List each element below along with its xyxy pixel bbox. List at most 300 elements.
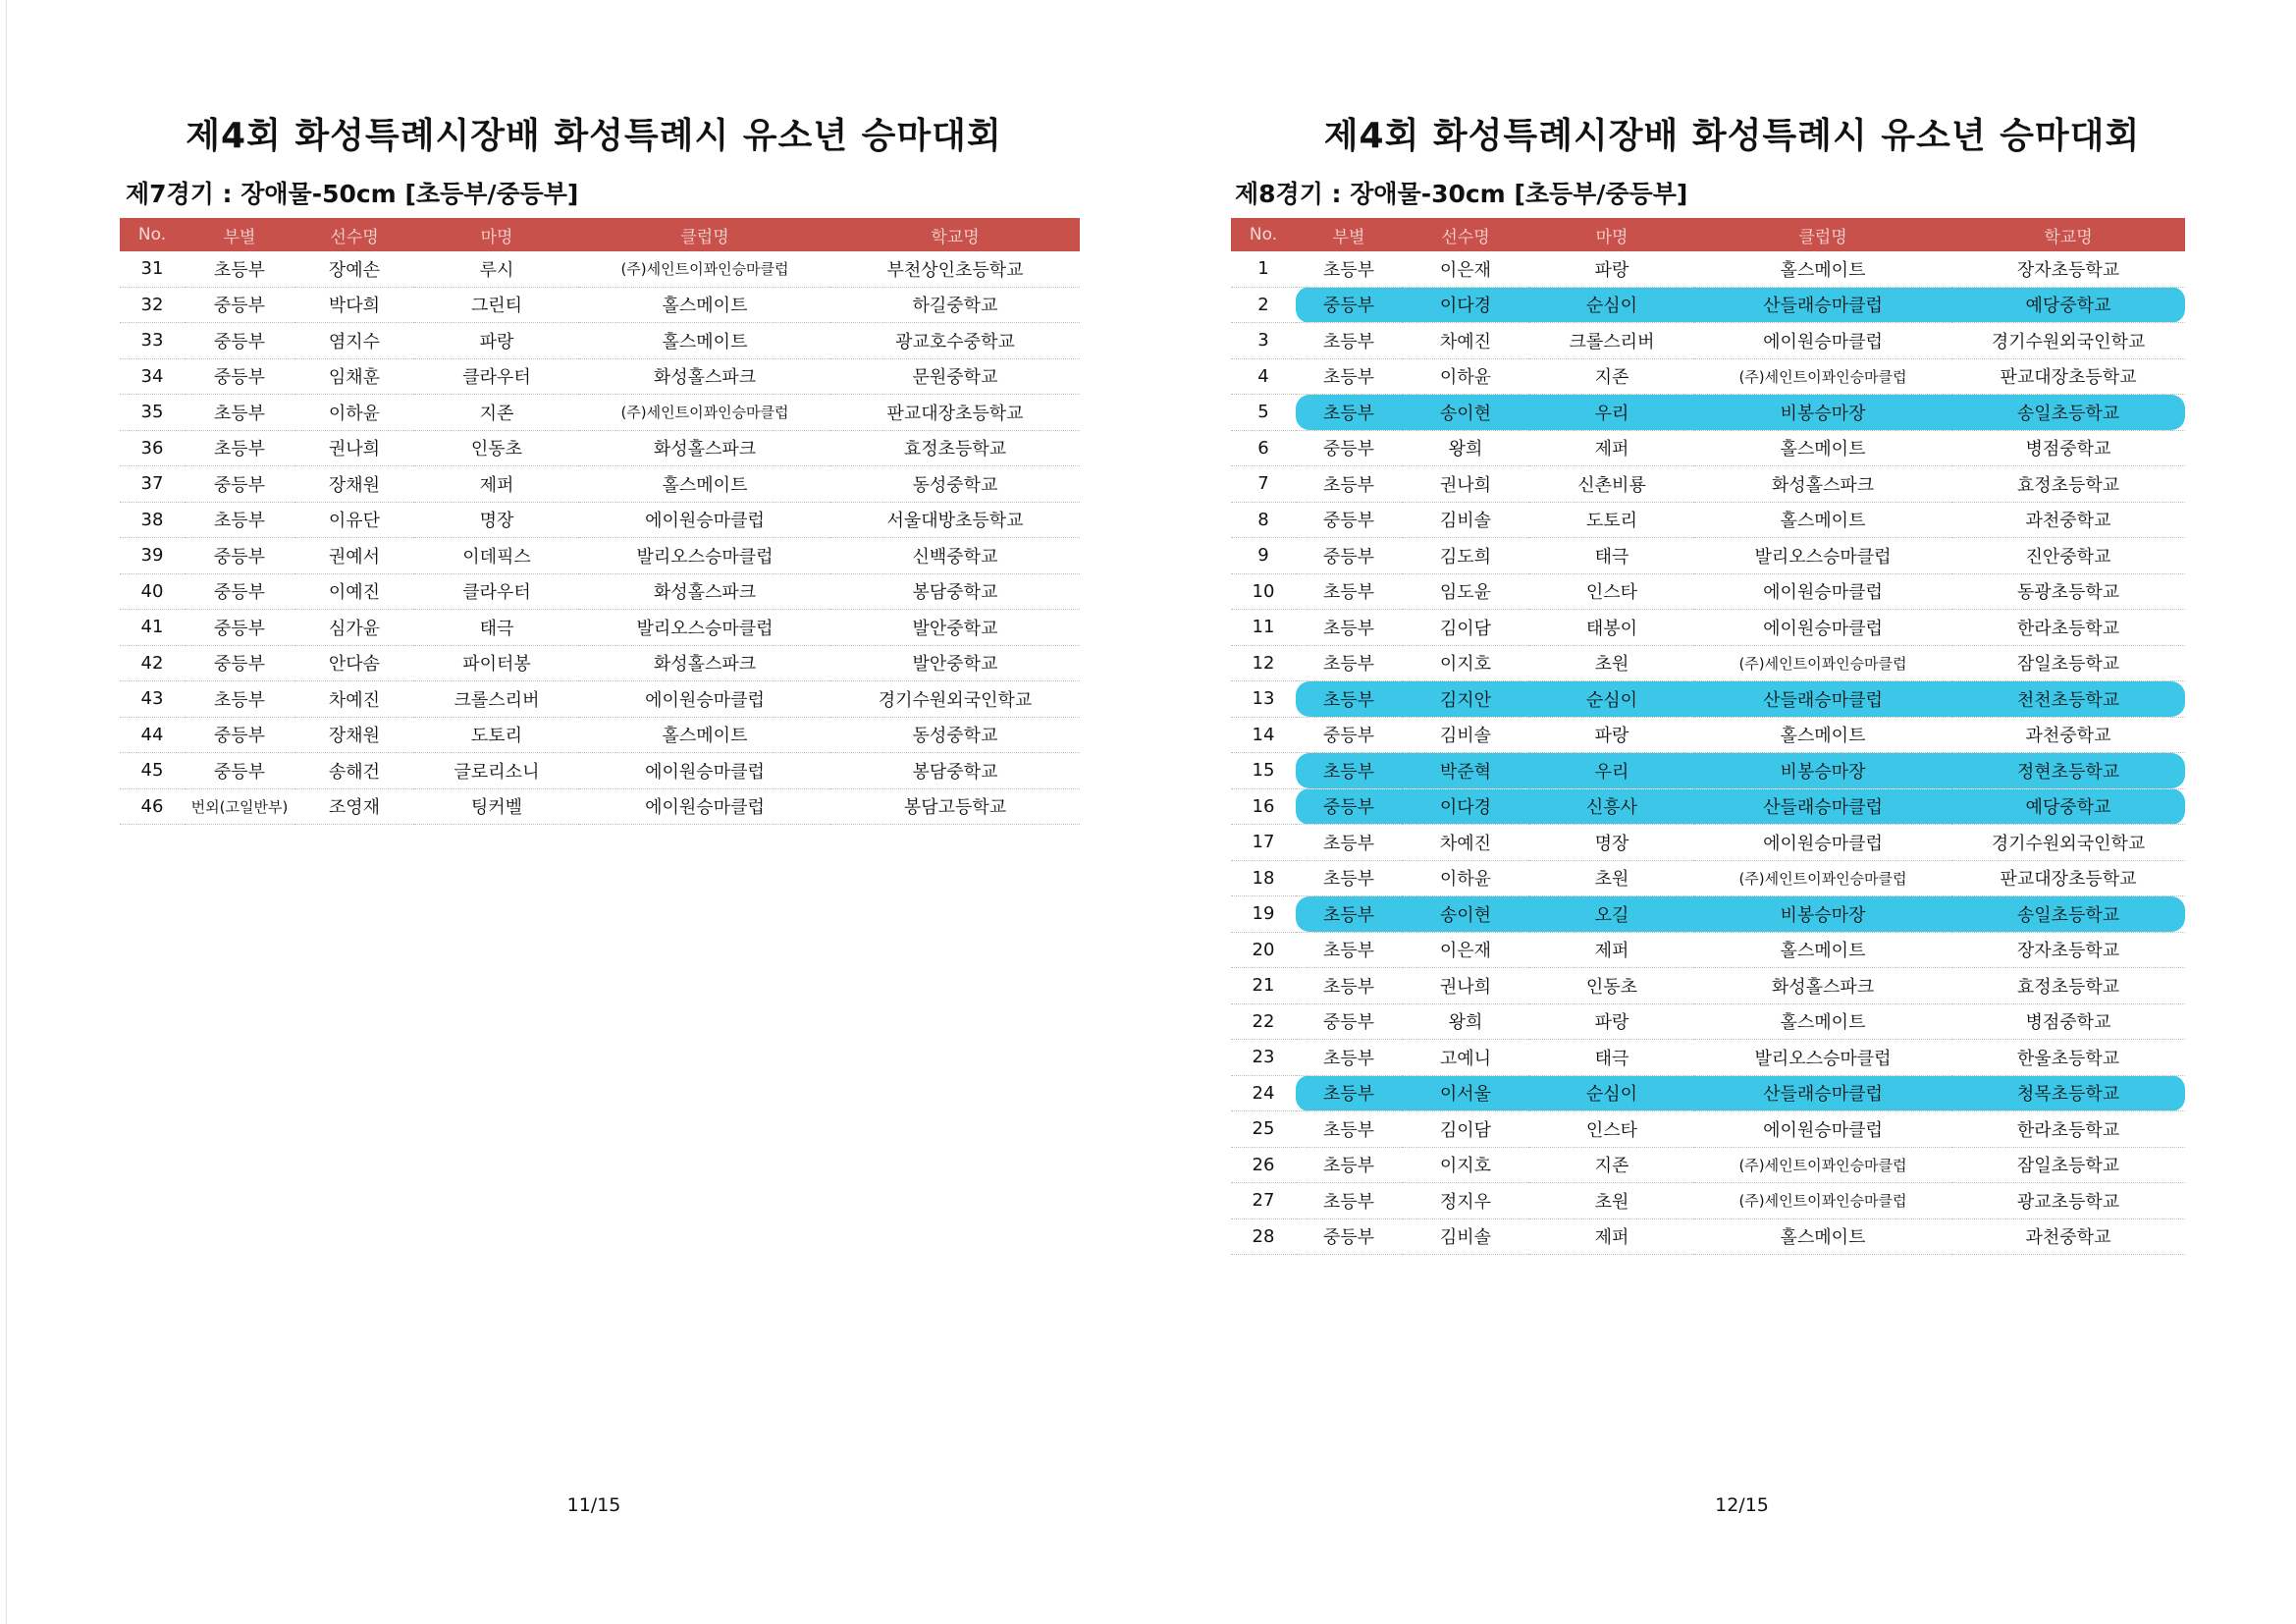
cell-division: 중등부 xyxy=(185,466,294,503)
cell-division: 중등부 xyxy=(1296,287,1402,323)
cell-horse: 제퍼 xyxy=(1529,932,1694,968)
cell-club: 에이원승마클럽 xyxy=(579,681,830,718)
cell-school: 천천초등학교 xyxy=(1951,681,2185,718)
cell-rider: 차예진 xyxy=(1402,323,1529,359)
cell-horse: 팅커벨 xyxy=(414,788,579,825)
cell-rider: 이다경 xyxy=(1402,287,1529,323)
cell-no: 37 xyxy=(120,466,185,503)
cell-division: 초등부 xyxy=(1296,251,1402,287)
cell-horse: 크롤스리버 xyxy=(1529,323,1694,359)
cell-horse: 인스타 xyxy=(1529,1111,1694,1148)
cell-horse: 클라우터 xyxy=(414,573,579,610)
cell-no: 21 xyxy=(1231,968,1296,1004)
cell-club: 홀스메이트 xyxy=(1694,251,1951,287)
table-row xyxy=(120,717,1080,753)
cell-division: 초등부 xyxy=(185,502,294,538)
col-school: 학교명 xyxy=(830,218,1080,251)
col-division: 부별 xyxy=(185,218,294,251)
cell-club: 홀스메이트 xyxy=(579,717,830,753)
cell-rider: 염지수 xyxy=(294,323,414,359)
cell-division: 초등부 xyxy=(1296,753,1402,789)
cell-club: 화성홀스파크 xyxy=(579,645,830,681)
cell-horse: 글로리소니 xyxy=(414,753,579,789)
cell-school: 문원중학교 xyxy=(830,358,1080,395)
col-no: No. xyxy=(120,218,185,251)
cell-club: 화성홀스파크 xyxy=(579,358,830,395)
col-division: 부별 xyxy=(1296,218,1402,251)
table-row xyxy=(1231,1111,2185,1148)
table-row xyxy=(1231,788,2185,825)
cell-rider: 이예진 xyxy=(294,573,414,610)
cell-no: 16 xyxy=(1231,788,1296,825)
cell-school: 송일초등학교 xyxy=(1951,395,2185,431)
cell-club: 홀스메이트 xyxy=(1694,717,1951,753)
cell-club: 홀스메이트 xyxy=(1694,502,1951,538)
cell-rider: 권나희 xyxy=(294,430,414,466)
cell-rider: 권예서 xyxy=(294,538,414,574)
cell-club: 홀스메이트 xyxy=(579,287,830,323)
cell-division: 중등부 xyxy=(1296,502,1402,538)
cell-horse: 우리 xyxy=(1529,395,1694,431)
cell-school: 광교초등학교 xyxy=(1951,1183,2185,1219)
cell-club: 에이원승마클럽 xyxy=(1694,323,1951,359)
cell-no: 39 xyxy=(120,538,185,574)
col-horse: 마명 xyxy=(1529,218,1694,251)
cell-rider: 정지우 xyxy=(1402,1183,1529,1219)
col-club: 클럽명 xyxy=(579,218,830,251)
table-row xyxy=(120,645,1080,681)
cell-club: 홀스메이트 xyxy=(579,466,830,503)
cell-school: 동광초등학교 xyxy=(1951,573,2185,610)
cell-division: 초등부 xyxy=(1296,932,1402,968)
cell-division: 중등부 xyxy=(185,573,294,610)
cell-rider: 이지호 xyxy=(1402,1147,1529,1183)
table-row xyxy=(120,681,1080,718)
cell-school: 잠일초등학교 xyxy=(1951,645,2185,681)
cell-club: 에이원승마클럽 xyxy=(1694,573,1951,610)
cell-horse: 파랑 xyxy=(1529,251,1694,287)
cell-club: 에이원승마클럽 xyxy=(1694,610,1951,646)
cell-rider: 왕희 xyxy=(1402,1003,1529,1040)
cell-no: 23 xyxy=(1231,1040,1296,1076)
table-row xyxy=(1231,466,2185,503)
cell-club: 화성홀스파크 xyxy=(579,573,830,610)
cell-rider: 임도윤 xyxy=(1402,573,1529,610)
cell-school: 판교대장초등학교 xyxy=(1951,358,2185,395)
cell-horse: 지존 xyxy=(1529,1147,1694,1183)
cell-no: 41 xyxy=(120,610,185,646)
cell-club: 산들래승마클럽 xyxy=(1694,287,1951,323)
table-row xyxy=(1231,1075,2185,1111)
cell-no: 35 xyxy=(120,395,185,431)
page-12 xyxy=(1148,0,2296,1624)
cell-rider: 이다경 xyxy=(1402,788,1529,825)
cell-no: 26 xyxy=(1231,1147,1296,1183)
col-no: No. xyxy=(1231,218,1296,251)
cell-no: 40 xyxy=(120,573,185,610)
cell-club: 산들래승마클럽 xyxy=(1694,1075,1951,1111)
cell-school: 예당중학교 xyxy=(1951,287,2185,323)
table-row xyxy=(1231,538,2185,574)
table-row xyxy=(1231,323,2185,359)
cell-no: 42 xyxy=(120,645,185,681)
col-club: 클럽명 xyxy=(1694,218,1951,251)
cell-division: 중등부 xyxy=(1296,717,1402,753)
cell-club: 에이원승마클럽 xyxy=(579,753,830,789)
cell-no: 12 xyxy=(1231,645,1296,681)
cell-no: 5 xyxy=(1231,395,1296,431)
table-row xyxy=(120,395,1080,431)
cell-horse: 태극 xyxy=(414,610,579,646)
cell-rider: 김이담 xyxy=(1402,610,1529,646)
cell-rider: 이서울 xyxy=(1402,1075,1529,1111)
table-row xyxy=(1231,1040,2185,1076)
cell-horse: 지존 xyxy=(414,395,579,431)
cell-school: 봉담중학교 xyxy=(830,753,1080,789)
cell-club: 발리오스승마클럽 xyxy=(579,538,830,574)
cell-rider: 이은재 xyxy=(1402,932,1529,968)
cell-club: 에이원승마클럽 xyxy=(1694,1111,1951,1148)
cell-club: 산들래승마클럽 xyxy=(1694,681,1951,718)
cell-club: (주)세인트이꽈인승마클럽 xyxy=(579,395,830,431)
cell-rider: 차예진 xyxy=(294,681,414,718)
cell-horse: 지존 xyxy=(1529,358,1694,395)
cell-club: 홀스메이트 xyxy=(1694,430,1951,466)
col-school: 학교명 xyxy=(1951,218,2185,251)
cell-division: 초등부 xyxy=(1296,573,1402,610)
event-title: 제7경기 : 장애물-50cm [초등부/중등부] xyxy=(126,180,579,208)
cell-club: 화성홀스파크 xyxy=(579,430,830,466)
cell-school: 진안중학교 xyxy=(1951,538,2185,574)
cell-rider: 박다희 xyxy=(294,287,414,323)
cell-rider: 심가윤 xyxy=(294,610,414,646)
cell-division: 중등부 xyxy=(1296,1003,1402,1040)
cell-horse: 초원 xyxy=(1529,645,1694,681)
document-title: 제4회 화성특례시장배 화성특례시 유소년 승마대회 xyxy=(186,116,1002,156)
cell-division: 중등부 xyxy=(185,323,294,359)
cell-rider: 김비솔 xyxy=(1402,1218,1529,1255)
table-row xyxy=(120,610,1080,646)
cell-rider: 권나희 xyxy=(1402,968,1529,1004)
cell-school: 효정초등학교 xyxy=(830,430,1080,466)
cell-club: (주)세인트이꽈인승마클럽 xyxy=(1694,860,1951,896)
table-header-row xyxy=(1231,218,2185,251)
table-row xyxy=(1231,502,2185,538)
cell-rider: 김비솔 xyxy=(1402,502,1529,538)
cell-no: 11 xyxy=(1231,610,1296,646)
cell-school: 과천중학교 xyxy=(1951,502,2185,538)
cell-division: 초등부 xyxy=(185,395,294,431)
cell-school: 경기수원외국인학교 xyxy=(830,681,1080,718)
cell-no: 1 xyxy=(1231,251,1296,287)
cell-division: 초등부 xyxy=(1296,395,1402,431)
cell-horse: 제퍼 xyxy=(414,466,579,503)
cell-division: 중등부 xyxy=(185,358,294,395)
cell-club: (주)세인트이꽈인승마클럽 xyxy=(1694,645,1951,681)
cell-no: 44 xyxy=(120,717,185,753)
cell-rider: 송이현 xyxy=(1402,395,1529,431)
cell-club: (주)세인트이꽈인승마클럽 xyxy=(1694,1147,1951,1183)
table-row xyxy=(1231,753,2185,789)
cell-rider: 임채훈 xyxy=(294,358,414,395)
cell-rider: 이하윤 xyxy=(1402,860,1529,896)
cell-horse: 인스타 xyxy=(1529,573,1694,610)
cell-horse: 순심이 xyxy=(1529,1075,1694,1111)
cell-school: 예당중학교 xyxy=(1951,788,2185,825)
cell-horse: 크롤스리버 xyxy=(414,681,579,718)
cell-no: 18 xyxy=(1231,860,1296,896)
cell-division: 초등부 xyxy=(1296,1147,1402,1183)
cell-rider: 이하윤 xyxy=(294,395,414,431)
cell-club: 홀스메이트 xyxy=(1694,932,1951,968)
cell-no: 46 xyxy=(120,788,185,825)
cell-division: 중등부 xyxy=(1296,430,1402,466)
cell-horse: 태봉이 xyxy=(1529,610,1694,646)
table-row xyxy=(120,502,1080,538)
cell-club: 발리오스승마클럽 xyxy=(1694,538,1951,574)
cell-division: 중등부 xyxy=(185,538,294,574)
cell-school: 발안중학교 xyxy=(830,645,1080,681)
cell-division: 초등부 xyxy=(185,430,294,466)
cell-no: 15 xyxy=(1231,753,1296,789)
cell-school: 판교대장초등학교 xyxy=(1951,860,2185,896)
cell-rider: 안다솜 xyxy=(294,645,414,681)
cell-horse: 초원 xyxy=(1529,1183,1694,1219)
cell-rider: 김지안 xyxy=(1402,681,1529,718)
table-row xyxy=(1231,287,2185,323)
cell-no: 9 xyxy=(1231,538,1296,574)
cell-no: 33 xyxy=(120,323,185,359)
cell-club: 에이원승마클럽 xyxy=(579,788,830,825)
cell-horse: 신흥사 xyxy=(1529,788,1694,825)
cell-no: 27 xyxy=(1231,1183,1296,1219)
cell-rider: 이은재 xyxy=(1402,251,1529,287)
cell-horse: 오길 xyxy=(1529,896,1694,933)
cell-rider: 이유단 xyxy=(294,502,414,538)
cell-rider: 송해건 xyxy=(294,753,414,789)
cell-no: 45 xyxy=(120,753,185,789)
cell-no: 7 xyxy=(1231,466,1296,503)
table-row xyxy=(1231,358,2185,395)
cell-horse: 우리 xyxy=(1529,753,1694,789)
cell-club: 화성홀스파크 xyxy=(1694,466,1951,503)
table-row xyxy=(120,573,1080,610)
cell-school: 효정초등학교 xyxy=(1951,968,2185,1004)
table-row xyxy=(1231,896,2185,933)
cell-school: 경기수원외국인학교 xyxy=(1951,825,2185,861)
cell-school: 서울대방초등학교 xyxy=(830,502,1080,538)
cell-school: 장자초등학교 xyxy=(1951,932,2185,968)
cell-division: 초등부 xyxy=(1296,1111,1402,1148)
cell-horse: 파이터봉 xyxy=(414,645,579,681)
table-row xyxy=(1231,1218,2185,1255)
cell-school: 송일초등학교 xyxy=(1951,896,2185,933)
cell-division: 중등부 xyxy=(185,645,294,681)
cell-school: 정현초등학교 xyxy=(1951,753,2185,789)
cell-school: 광교호수중학교 xyxy=(830,323,1080,359)
cell-division: 초등부 xyxy=(1296,825,1402,861)
cell-rider: 고예니 xyxy=(1402,1040,1529,1076)
cell-division: 초등부 xyxy=(1296,645,1402,681)
cell-club: 에이원승마클럽 xyxy=(579,502,830,538)
cell-no: 3 xyxy=(1231,323,1296,359)
cell-club: 화성홀스파크 xyxy=(1694,968,1951,1004)
cell-school: 장자초등학교 xyxy=(1951,251,2185,287)
table-row xyxy=(120,788,1080,825)
cell-division: 초등부 xyxy=(1296,610,1402,646)
cell-rider: 송이현 xyxy=(1402,896,1529,933)
cell-no: 19 xyxy=(1231,896,1296,933)
cell-no: 10 xyxy=(1231,573,1296,610)
cell-no: 38 xyxy=(120,502,185,538)
table-row xyxy=(1231,1003,2185,1040)
cell-horse: 제퍼 xyxy=(1529,430,1694,466)
cell-school: 잠일초등학교 xyxy=(1951,1147,2185,1183)
event-title: 제8경기 : 장애물-30cm [초등부/중등부] xyxy=(1235,180,1688,208)
table-row xyxy=(1231,430,2185,466)
cell-horse: 순심이 xyxy=(1529,681,1694,718)
cell-club: (주)세인트이꽈인승마클럽 xyxy=(1694,1183,1951,1219)
cell-rider: 이하윤 xyxy=(1402,358,1529,395)
cell-no: 6 xyxy=(1231,430,1296,466)
cell-no: 8 xyxy=(1231,502,1296,538)
cell-horse: 명장 xyxy=(414,502,579,538)
cell-horse: 클라우터 xyxy=(414,358,579,395)
cell-rider: 장채원 xyxy=(294,466,414,503)
cell-no: 20 xyxy=(1231,932,1296,968)
cell-rider: 김이담 xyxy=(1402,1111,1529,1148)
cell-division: 초등부 xyxy=(185,681,294,718)
cell-division: 번외(고일반부) xyxy=(185,788,294,825)
col-horse: 마명 xyxy=(414,218,579,251)
cell-division: 중등부 xyxy=(1296,788,1402,825)
cell-division: 초등부 xyxy=(1296,323,1402,359)
table-row xyxy=(1231,1183,2185,1219)
cell-school: 과천중학교 xyxy=(1951,1218,2185,1255)
cell-rider: 조영재 xyxy=(294,788,414,825)
cell-no: 2 xyxy=(1231,287,1296,323)
cell-rider: 이지호 xyxy=(1402,645,1529,681)
table-row xyxy=(1231,573,2185,610)
table-row xyxy=(1231,681,2185,718)
cell-horse: 파랑 xyxy=(1529,1003,1694,1040)
cell-no: 24 xyxy=(1231,1075,1296,1111)
cell-school: 동성중학교 xyxy=(830,717,1080,753)
cell-division: 중등부 xyxy=(185,610,294,646)
cell-division: 초등부 xyxy=(1296,1183,1402,1219)
cell-horse: 신촌비룡 xyxy=(1529,466,1694,503)
cell-school: 신백중학교 xyxy=(830,538,1080,574)
cell-no: 36 xyxy=(120,430,185,466)
cell-school: 봉담중학교 xyxy=(830,573,1080,610)
cell-no: 13 xyxy=(1231,681,1296,718)
page-number: 11/15 xyxy=(566,1494,621,1516)
cell-division: 중등부 xyxy=(185,717,294,753)
table-row xyxy=(1231,717,2185,753)
cell-horse: 파랑 xyxy=(414,323,579,359)
cell-no: 17 xyxy=(1231,825,1296,861)
cell-horse: 순심이 xyxy=(1529,287,1694,323)
col-rider: 선수명 xyxy=(1402,218,1529,251)
cell-no: 31 xyxy=(120,251,185,287)
cell-horse: 도토리 xyxy=(1529,502,1694,538)
table-row xyxy=(120,753,1080,789)
cell-division: 중등부 xyxy=(1296,1218,1402,1255)
cell-no: 43 xyxy=(120,681,185,718)
table-row xyxy=(120,430,1080,466)
cell-club: 발리오스승마클럽 xyxy=(579,610,830,646)
cell-division: 초등부 xyxy=(1296,681,1402,718)
cell-no: 4 xyxy=(1231,358,1296,395)
cell-division: 초등부 xyxy=(1296,466,1402,503)
table-row xyxy=(120,251,1080,287)
cell-horse: 루시 xyxy=(414,251,579,287)
cell-no: 34 xyxy=(120,358,185,395)
cell-rider: 박준혁 xyxy=(1402,753,1529,789)
cell-school: 한울초등학교 xyxy=(1951,1040,2185,1076)
cell-school: 하길중학교 xyxy=(830,287,1080,323)
cell-school: 판교대장초등학교 xyxy=(830,395,1080,431)
cell-division: 초등부 xyxy=(185,251,294,287)
cell-division: 초등부 xyxy=(1296,896,1402,933)
cell-rider: 장예손 xyxy=(294,251,414,287)
cell-rider: 차예진 xyxy=(1402,825,1529,861)
cell-rider: 김도희 xyxy=(1402,538,1529,574)
cell-school: 동성중학교 xyxy=(830,466,1080,503)
cell-club: 홀스메이트 xyxy=(579,323,830,359)
cell-school: 청목초등학교 xyxy=(1951,1075,2185,1111)
entry-table xyxy=(1231,218,2185,1255)
table-row xyxy=(1231,1147,2185,1183)
cell-horse: 이데픽스 xyxy=(414,538,579,574)
cell-club: 비봉승마장 xyxy=(1694,753,1951,789)
cell-school: 발안중학교 xyxy=(830,610,1080,646)
table-row xyxy=(1231,395,2185,431)
cell-no: 22 xyxy=(1231,1003,1296,1040)
entry-table xyxy=(120,218,1080,825)
table-row xyxy=(120,538,1080,574)
cell-division: 초등부 xyxy=(1296,1075,1402,1111)
cell-division: 초등부 xyxy=(1296,1040,1402,1076)
table-row xyxy=(1231,968,2185,1004)
cell-club: 산들래승마클럽 xyxy=(1694,788,1951,825)
cell-club: 홀스메이트 xyxy=(1694,1003,1951,1040)
cell-horse: 인동초 xyxy=(414,430,579,466)
cell-horse: 태극 xyxy=(1529,1040,1694,1076)
table-row xyxy=(1231,645,2185,681)
table-row xyxy=(120,323,1080,359)
cell-rider: 장채원 xyxy=(294,717,414,753)
cell-no: 14 xyxy=(1231,717,1296,753)
cell-school: 한라초등학교 xyxy=(1951,610,2185,646)
cell-club: 발리오스승마클럽 xyxy=(1694,1040,1951,1076)
cell-no: 28 xyxy=(1231,1218,1296,1255)
cell-school: 한라초등학교 xyxy=(1951,1111,2185,1148)
cell-rider: 권나희 xyxy=(1402,466,1529,503)
table-header-row xyxy=(120,218,1080,251)
cell-club: 비봉승마장 xyxy=(1694,896,1951,933)
cell-school: 효정초등학교 xyxy=(1951,466,2185,503)
col-rider: 선수명 xyxy=(294,218,414,251)
cell-school: 경기수원외국인학교 xyxy=(1951,323,2185,359)
cell-horse: 제퍼 xyxy=(1529,1218,1694,1255)
table-row xyxy=(120,466,1080,503)
table-row xyxy=(1231,825,2185,861)
cell-school: 부천상인초등학교 xyxy=(830,251,1080,287)
cell-rider: 김비솔 xyxy=(1402,717,1529,753)
document-title: 제4회 화성특례시장배 화성특례시 유소년 승마대회 xyxy=(1323,116,2141,156)
table-row xyxy=(1231,860,2185,896)
